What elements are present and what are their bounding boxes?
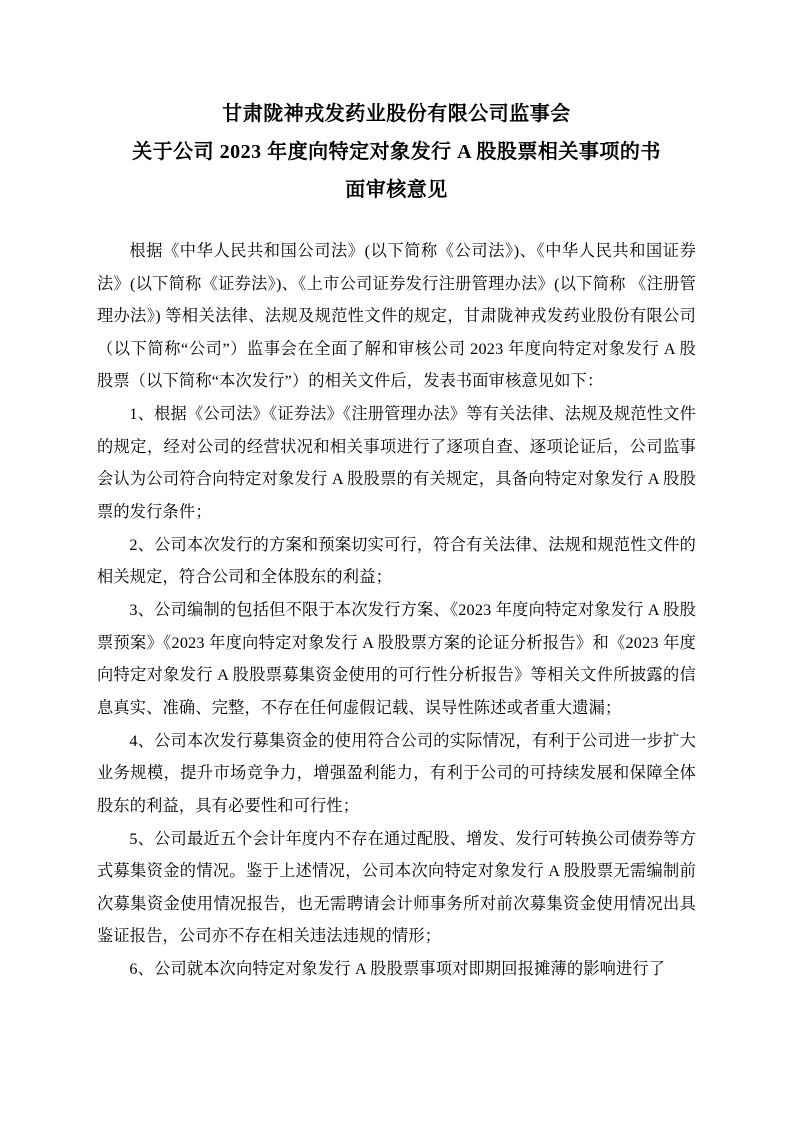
document-title-line-1: 甘肃陇神戎发药业股份有限公司监事会 (222, 103, 571, 125)
document-body (97, 235, 696, 986)
paragraph-item-4: 4、公司本次发行募集资金的使用符合公司的实际情况，有利于公司进一步扩大业务规模，提升市场竞争力，增强盈利能力，有利于公司的可持续发展和保障全体股东的利益，具有必要性和可行性； (97, 731, 696, 815)
document-title-line-3: 面审核意见 (345, 179, 448, 201)
paragraph-item-3: 3、公司编制的包括但不限于本次发行方案、《2023 年度向特定对象发行 A 股股票预案》《2023 年度向特定对象发行 A 股股票方案的论证分析报告》和《2023 年度向特定对象发行 A 股股票募集资金使用的可行性分析报告》等相关文件所披露的信息真实、准确、完整，不存在任何虚假记载、误导性陈述或者重大遗漏； (97, 601, 696, 717)
paragraph-item-5: 5、公司最近五个会计年度内不存在通过配股、增发、发行可转换公司债券等方式募集资金的情况。鉴于上述情况，公司本次向特定对象发行 A 股股票无需编制前次募集资金使用情况报告，也无需聘请会计师事务所对前次募集资金使用情况出具鉴证报告，公司亦不存在相关违法违规的情形； (97, 829, 696, 945)
paragraph-intro: 根据《中华人民共和国公司法》(以下简称《公司法》)、《中华人民共和国证券法》(以下简称《证券法》)、《上市公司证券发行注册管理办法》(以下简称 《注册管理办法》) 等相关法律、法规及规范性文件的规定，甘肃陇神戎发药业股份有限公司（以下简称“公司”）监事会在全面了解和审核公司 2023 年度向特定对象发行 A 股股票（以下简称“本次发行”）的相关文件后，发表书面审核意见如下： (97, 242, 696, 390)
paragraph-item-2: 2、公司本次发行的方案和预案切实可行，符合有关法律、法规和规范性文件的相关规定，符合公司和全体股东的利益； (97, 535, 696, 586)
paragraph-item-6: 6、公司就本次向特定对象发行 A 股股票事项对即期回报摊薄的影响进行了 (129, 960, 666, 978)
document-title (97, 95, 696, 209)
paragraph-item-1: 1、根据《公司法》《证券法》《注册管理办法》等有关法律、法规及规范性文件的规定，经对公司的经营状况和相关事项进行了逐项自查、逐项论证后，公司监事会认为公司符合向特定对象发行 A 股股票的有关规定，具备向特定对象发行 A 股股票的发行条件； (97, 405, 696, 521)
document-title-line-2: 关于公司 2023 年度向特定对象发行 A 股股票相关事项的书 (132, 141, 661, 163)
